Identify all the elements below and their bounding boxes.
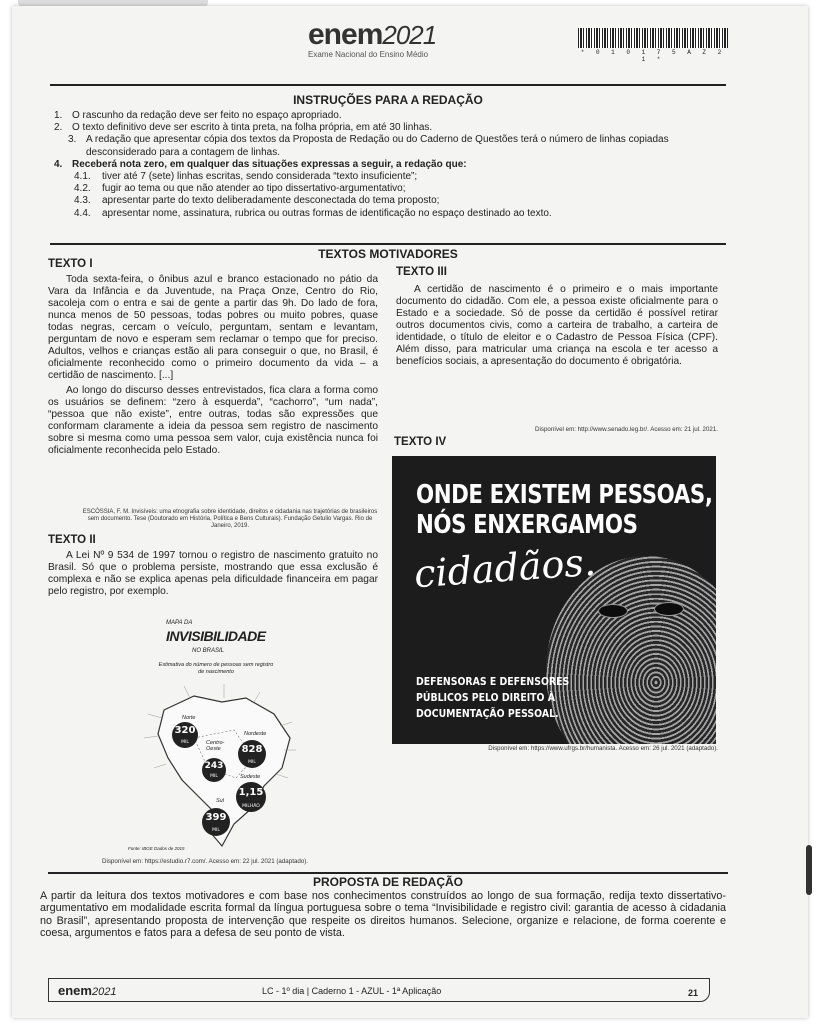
poster-eye-left	[598, 604, 628, 618]
texto-i-citation: ESCÓSSIA, F. M. Invisíveis: uma etnografia sobre identidade, direitos e cidadania nas trajetórias de brasileiros sem documento. Tese (Doutorado em História, Política e Bens Culturais). Fundação Getulio Vargas. Rio de Janeiro, 2019.	[82, 509, 378, 529]
bubble-nordeste: 828 MIL	[238, 740, 266, 768]
exam-page	[12, 6, 808, 1018]
texto-ii-paragraph-1: A Lei Nº 9 534 de 1997 tornou o registro de nascimento gratuito no Brasil. Só que o problema persiste, mostrando que essa exclusão é complexa e não se explica apenas pela dificuldade financeira em pagar pelo registro, por exemplo.	[48, 550, 378, 597]
campaign-poster	[392, 456, 716, 744]
bubble-sul: 399 MIL	[202, 808, 230, 836]
bubble-centro-oeste: 243 MIL	[202, 758, 226, 782]
texto-iii-body	[396, 284, 718, 368]
texto-iii-heading: TEXTO III	[396, 266, 447, 278]
instruction-item: 1. O rascunho da redação deve ser feito no espaço apropriado.	[54, 110, 342, 121]
texto-i-body	[48, 274, 378, 457]
instruction-subitem: 4.2. fugir ao tema ou que não atender ao tipo dissertativo-argumentativo;	[74, 183, 406, 195]
proposal-title: PROPOSTA DE REDAÇÃO	[312, 875, 463, 889]
texto-ii-citation: Disponível em: https://estudio.r7.com/. Acesso em: 22 jul. 2021 (adaptado).	[102, 858, 309, 865]
poster-headline: ONDE EXISTEM PESSOAS, NÓS ENXERGAMOS	[416, 480, 713, 540]
map-caption: Estimativa do número de pessoas sem registro de nascimento	[158, 662, 274, 675]
map-kicker: MAPA DA	[166, 620, 193, 626]
instructions-rule	[50, 243, 726, 245]
bubble-norte: 320 MIL	[172, 722, 198, 748]
region-label-sul: Sul	[216, 798, 224, 804]
poster-script-word: cidadãos.	[412, 539, 598, 597]
region-label-norte: Norte	[182, 715, 196, 721]
texto-ii-heading: TEXTO II	[48, 534, 96, 546]
enem-logo: enem2021	[308, 18, 437, 51]
texto-iv-heading: TEXTO IV	[394, 436, 447, 448]
poster-footer-text: DEFENSORAS E DEFENSORES PÚBLICOS PELO DIREITO À DOCUMENTAÇÃO PESSOAL.	[416, 675, 570, 720]
region-label-sudeste: Sudeste	[240, 774, 261, 780]
instruction-subitem: 4.1. tiver até 7 (sete) linhas escritas, sendo considerada “texto insuficiente”;	[74, 171, 418, 183]
region-label-centro-oeste: Centro-Oeste	[206, 740, 225, 752]
proposal-rule	[48, 872, 728, 874]
footer-caderno-info: LC - 1º dia | Caderno 1 - AZUL - 1ª Aplicação	[262, 986, 442, 996]
bubble-sudeste: 1,15 MILHÃO	[236, 782, 266, 812]
texto-iv-citation: Disponível em: https://www.ufrgs.br/humanista. Acesso em: 26 jul. 2021 (adaptado).	[488, 745, 718, 752]
page-number: 21	[688, 988, 699, 998]
texto-i-paragraph-2: Ao longo do discurso desses entrevistados, fica clara a forma como os usuários se definem: “zero à esquerda”, “cachorro”, “um nada”, “pessoa que não existe”, entre outras, todas são expressões que conformam claramente a ideia da pessoa sem registro de nascimento sobre si mesma como uma pessoa sem valor, cuja existência nunca foi oficialmente reconhecida pelo Estado.	[48, 385, 378, 456]
region-label-nordeste: Nordeste	[244, 731, 267, 737]
map-source: Fonte: IBGE Dados de 2015	[128, 846, 185, 851]
texto-i-paragraph-1: Toda sexta-feira, o ônibus azul e branco estacionado no pátio da Vara da Infância e da Juventude, na Praça Onze, Centro do Rio, sacoleja com o entra e sai de gente a partir das 9h. Do lado de fora, nunca menos de 50 pessoas, todas pobres ou muito pobres, quase todas negras, cercam o veículo, perguntam, sentam e levantam, perguntam de novo e esperam sem reclamar o tempo que for preciso. Adultos, velhos e crianças estão ali para conseguir o que, no Brasil, é oficialmente reconhecido como o primeiro documento da vida – a certidão de nascimento. [...]	[48, 274, 378, 381]
logo-subtitle: Exame Nacional do Ensino Médio	[308, 50, 429, 59]
footer-logo: enem2021	[58, 983, 117, 998]
texto-i-heading: TEXTO I	[48, 258, 93, 270]
instruction-item: 4. Receberá nota zero, em qualquer das situações expressas a seguir, a redação que:	[54, 158, 467, 170]
barcode-number: * 0 1 0 1 7 5 A Z 2 1 *	[580, 49, 726, 63]
barcode	[578, 28, 728, 48]
instruction-subitem: 4.3. apresentar parte do texto deliberadamente desconectada do tema proposto;	[74, 195, 440, 207]
poster-eye-right	[654, 602, 684, 616]
proposal-body	[40, 890, 726, 940]
header-rule	[50, 84, 726, 86]
instruction-item: 3. A redação que apresentar cópia dos textos da Proposta de Redação ou do Caderno de Questões terá o número de linhas copiadas desconsiderado para a contagem de linhas.	[68, 134, 669, 158]
texto-ii-body	[48, 550, 378, 598]
map-title: INVISIBILIDADE	[166, 628, 266, 644]
texto-iii-citation: Disponível em: http://www.senado.leg.br/. Acesso em: 21 jul. 2021.	[535, 426, 718, 433]
invisibility-map	[124, 618, 304, 858]
instruction-item: 2. O texto definitivo deve ser escrito à tinta preta, na folha própria, em até 30 linhas.	[54, 122, 433, 134]
proposal-text: A partir da leitura dos textos motivadores e com base nos conhecimentos construídos ao longo de sua formação, redija texto dissertativo-argumentativo em modalidade escrita formal da língua portuguesa sobre o tema “Invisibilidade e registro civil: garantia de acesso à cidadania no Brasil”, apresentando proposta de intervenção que respeite os direitos humanos. Selecione, organize e relacione, de forma coerente e coesa, argumentos e fatos para a defesa de seu ponto de vista.	[40, 890, 726, 940]
motivators-title: TEXTOS MOTIVADORES	[318, 247, 458, 261]
instructions-list	[50, 110, 740, 220]
instructions-title: INSTRUÇÕES PARA A REDAÇÃO	[293, 93, 483, 107]
instruction-subitem: 4.4. apresentar nome, assinatura, rubrica ou outras formas de identificação no espaço destinado ao texto.	[74, 207, 552, 219]
scrollbar-thumb[interactable]	[806, 845, 812, 895]
map-subtitle: NO BRASIL	[192, 648, 225, 654]
texto-iii-paragraph-1: A certidão de nascimento é o primeiro e o mais importante documento do cidadão. Com ele, a pessoa existe oficialmente para o Estado e a sociedade. Só de posse da certidão é possível retirar outros documentos civis, como a carteira de trabalho, a carteira de identidade, o título de eleitor e o Cadastro de Pessoa Física (CPF). Além disso, para matricular uma criança na escola e ter acesso a benefícios sociais, a apresentação do documento é obrigatória.	[396, 284, 718, 367]
